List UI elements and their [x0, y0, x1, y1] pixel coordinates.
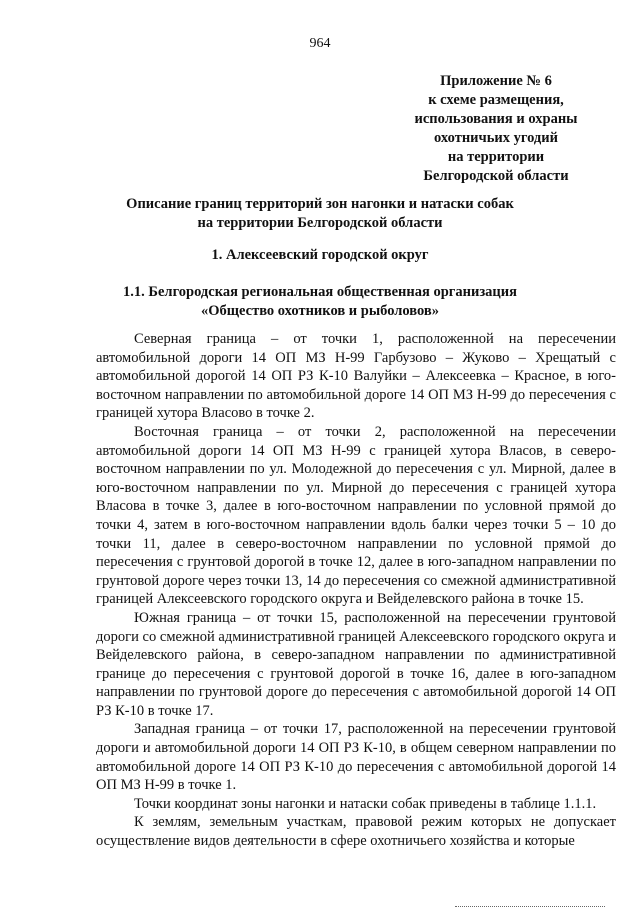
paragraph-coordinates-note: Точки координат зоны нагонки и натаски собак приведены в таблице 1.1.1.	[134, 795, 597, 812]
page-number: 964	[309, 36, 331, 51]
appendix-line: охотничьих угодий	[434, 130, 558, 146]
document-title	[60, 195, 580, 233]
subsection-heading	[60, 283, 580, 321]
appendix-line: к схеме размещения,	[428, 92, 564, 108]
appendix-line: на территории	[447, 149, 545, 165]
title-line: на территории Белгородской области	[197, 215, 443, 231]
title-line: Описание границ территорий зон нагонки и натаски собак	[126, 196, 514, 212]
scan-artifact-line	[455, 906, 605, 907]
appendix-block	[360, 72, 632, 186]
body-text	[96, 330, 616, 851]
paragraph-west-border: Западная граница – от точки 17, расположенной на пересечении грунтовой дороги и автомобильной дороги 14 ОП РЗ К-10, в общем северном направлении по автомобильной дороге 14 ОП РЗ К-10 до пересечения с автомобильной дорогой 14 ОП МЗ Н-99 в точке 1.	[96, 721, 616, 794]
paragraph-south-border: Южная граница – от точки 15, расположенной на пересечении грунтовой дороги со смежной административной границей Алексеевского городского округа и Вейделевского района, в северо-западном направлении по административной границе до пересечения с грунтовой дорогой в точке 16, далее в юго-западном направлении по грунтовой дороге до пересечения с автомобильной дорогой 14 ОП РЗ К-10 в точке 17.	[96, 609, 616, 719]
appendix-line: Белгородской области	[423, 168, 569, 184]
paragraph-north-border: Северная граница – от точки 1, расположенной на пересечении автомобильной дороги 14 ОП МЗ Н-99 Гарбузово – Жуково – Хрещатый с автомобильной дорогой 14 ОП РЗ К-10 Валуйки – Алексеевка – Красное, в юго-восточном направлении по автомобильной дороге 14 ОП МЗ Н-99 до пересечения с границей хутора Власово в точке 2.	[96, 331, 616, 422]
paragraph-lands-note: К землям, земельным участкам, правовой режим которых не допускает осуществление видов деятельности в сфере охотничьего хозяйства и которые	[96, 814, 616, 850]
paragraph-east-border: Восточная граница – от точки 2, расположенной на пересечении автомобильной дороги 14 ОП МЗ Н-99 с границей хутора Власов, в северо-восточном направлении по ул. Молодежной до пересечения с ул. Мирной, далее в юго-восточном направлении по ул. Мирной до пересечения с границей хутора Власова в точке 3, далее в юго-восточном направлении по условной прямой до точки 4, затем в юго-восточном направлении вдоль балки через точки 5 – 10 до точки 11, далее в северо-восточном направлении по условной прямой до пересечения с грунтовой дорогой в точке 12, далее в юго-западном направлении по грунтовой дороге через точки 13, 14 до пересечения со смежной административной границей Алексеевского городского округа и Вейделевского района в точке 15.	[96, 423, 616, 608]
section-heading: 1. Алексеевский городской округ	[211, 247, 429, 263]
subsection-line: «Общество охотников и рыболовов»	[201, 303, 439, 319]
appendix-line: Приложение № 6	[440, 73, 552, 89]
subsection-line: 1.1. Белгородская региональная общественная организация	[123, 284, 517, 300]
appendix-line: использования и охраны	[414, 111, 578, 127]
